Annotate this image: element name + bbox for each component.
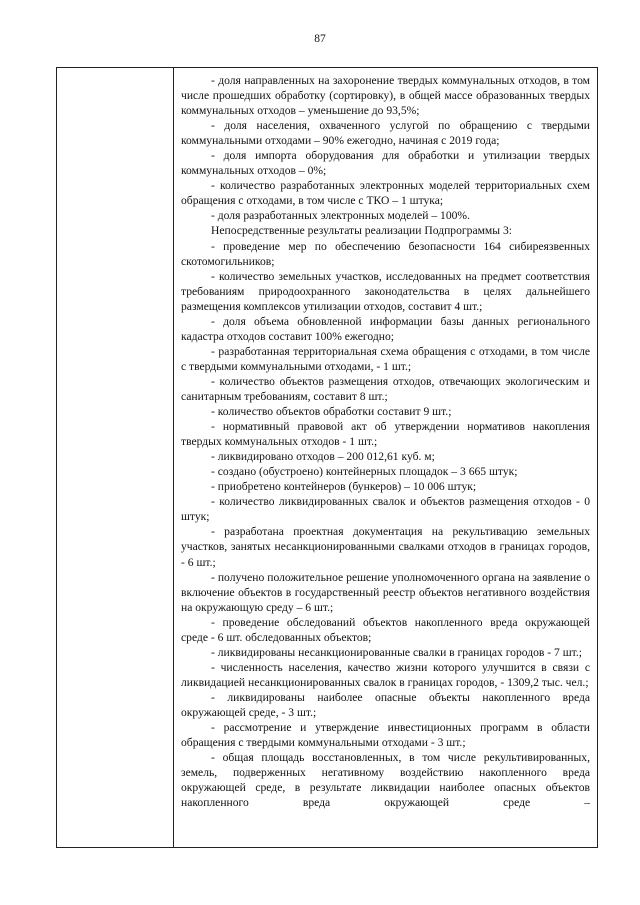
paragraph: - количество разработанных электронных моделей территориальных схем обращения с отходами, в том числе с ТКО – 1 штука; xyxy=(181,179,590,208)
paragraph: - ликвидированы несанкционированные свалки в границах городов - 7 шт.; xyxy=(211,645,582,659)
paragraph: - общая площадь восстановленных, в том числе рекультивированных, земель, подверженных негативному воздействию накопленного вреда окружающей среде, в результате ликвидации наиболее опасных объектов накопленного вреда окружающей среде – xyxy=(181,751,590,810)
paragraph: - нормативный правовой акт об утверждении нормативов накопления твердых коммунальных отходов - 1 шт.; xyxy=(181,420,590,449)
document-table xyxy=(56,67,598,848)
page-number: 87 xyxy=(314,33,326,45)
paragraph: - рассмотрение и утверждение инвестиционных программ в области обращения с твердыми коммунальными отходами - 3 шт.; xyxy=(181,721,590,750)
paragraph: Непосредственные результаты реализации Подпрограммы 3: xyxy=(211,224,512,238)
paragraph: - численность населения, качество жизни которого улучшится в связи с ликвидацией несанкционированных свалок в границах городов, - 1309,2 тыс. чел.; xyxy=(181,660,590,689)
paragraph: - доля населения, охваченного услугой по обращению с твердыми коммунальными отходами – 90% ежегодно, начиная с 2019 года; xyxy=(181,119,590,148)
paragraph: - создано (обустроено) контейнерных площадок – 3 665 штук; xyxy=(211,465,518,479)
paragraph: - ликвидированы наиболее опасные объекты накопленного вреда окружающей среде, - 3 шт.; xyxy=(181,690,590,719)
paragraph: - доля разработанных электронных моделей – 100%. xyxy=(211,209,470,223)
paragraph: - разработана проектная документация на рекультивацию земельных участков, занятых несанкционированными свалками отходов в границах городов, - 6 шт.; xyxy=(181,525,590,569)
paragraph: - разработанная территориальная схема обращения с отходами, в том числе с твердыми коммунальными отходами, - 1 шт.; xyxy=(181,344,590,373)
paragraph: - количество объектов обработки составит 9 шт.; xyxy=(211,405,452,419)
paragraph: - доля объема обновленной информации базы данных регионального кадастра отходов составит 100% ежегодно; xyxy=(181,314,590,343)
paragraph: - проведение обследований объектов накопленного вреда окружающей среде - 6 шт. обследованных объектов; xyxy=(181,615,590,644)
paragraph: - ликвидировано отходов – 200 012,61 куб. м; xyxy=(211,450,435,464)
table-left-cell xyxy=(57,68,174,847)
table-right-cell xyxy=(174,68,597,847)
paragraph: - количество ликвидированных свалок и объектов размещения отходов - 0 штук; xyxy=(181,495,590,524)
paragraph: - доля направленных на захоронение твердых коммунальных отходов, в том числе прошедших обработку (сортировку), в общей массе образованных твердых коммунальных отходов – уменьшение до 93,5%; xyxy=(181,74,590,118)
paragraph: - проведение мер по обеспечению безопасности 164 сибиреязвенных скотомогильников; xyxy=(181,239,590,268)
paragraph: - доля импорта оборудования для обработки и утилизации твердых коммунальных отходов – 0%; xyxy=(181,149,590,178)
paragraph: - количество объектов размещения отходов, отвечающих экологическим и санитарным требованиям, составит 8 шт.; xyxy=(181,374,590,403)
paragraph: - количество земельных участков, исследованных на предмет соответствия требованиям природоохранного законодательства в целях дальнейшего размещения комплексов утилизации отходов, составит 4 шт.; xyxy=(181,269,590,313)
paragraph: - получено положительное решение уполномоченного органа на заявление о включение объектов в государственный реестр объектов негативного воздействия на окружающую среду – 6 шт.; xyxy=(181,570,590,614)
paragraph: - приобретено контейнеров (бункеров) – 10 006 штук; xyxy=(211,480,477,494)
